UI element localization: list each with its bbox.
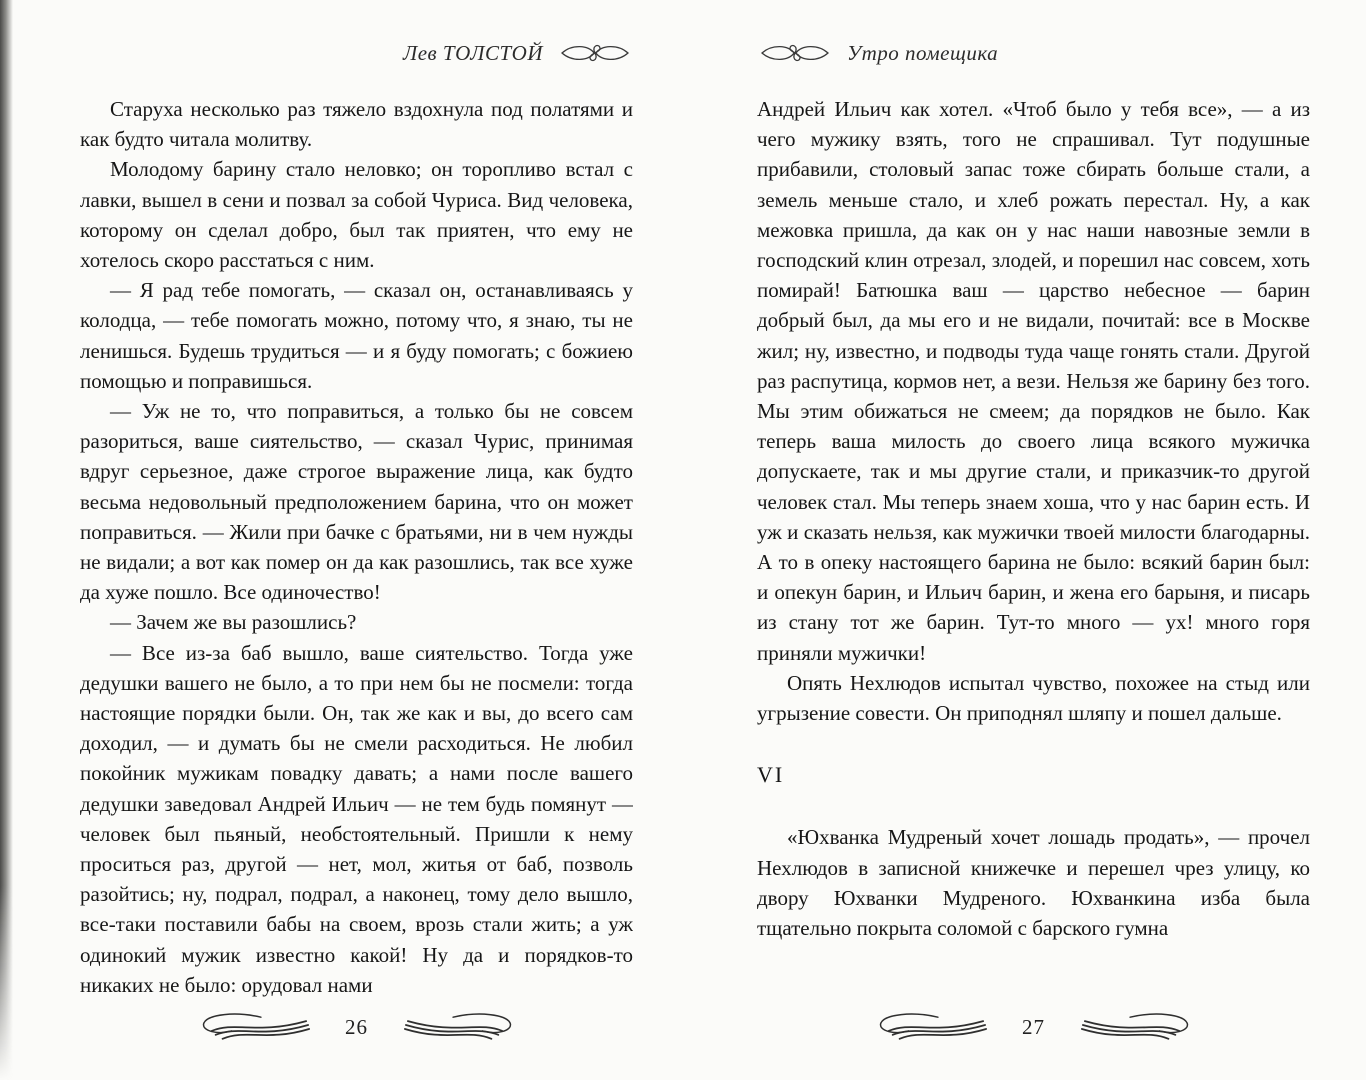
running-header-right xyxy=(757,36,1310,70)
right-page-footer xyxy=(757,1004,1310,1050)
left-page-footer xyxy=(80,1004,633,1050)
paragraph: — Все из-за баб вышло, ваше сиятельство. Тогда уже дедушки вашего не было, а то при нем бы не посмели: тогда настоящие порядки были. Он, так же как и вы, до всего сам доходил, — и думать бы не смели расходиться. Не любил покойник мужикам повадку давать; а нами после вашего дедушки заведовал Андрей Ильич — не тем будь помянут — человек был пьяный, необстоятельный. Пришли к нему проситься раз, другой — нет, мол, житья от баб, позволь разойтись; ну, подрал, подрал, а наконец, тому дело вышло, все-таки поставили бабы на своем, врозь стали жить; а уж одинокий мужик известно какой! Ну да и порядков-то никаких не было: орудовал нами xyxy=(80,640,633,997)
paragraph: — Уж не то, что поправиться, а только бы не совсем разориться, ваше сиятельство, — сказал Чурис, принимая вдруг серьезное, даже строгое выражение лица, как будто весьма недовольный предположением барина, что он может поправиться. — Жили при бачке с братьями, ни в чем нужды не видали; а вот как помер он да как разошлись, так все хуже да хуже пошло. Все одиночество! xyxy=(80,399,633,605)
scanned-page-edge xyxy=(0,0,13,1080)
footer-flourish-left-icon xyxy=(196,1010,314,1044)
header-flourish-icon xyxy=(557,40,633,66)
paragraph: Молодому барину стало неловко; он торопливо встал с лавки, вышел в сени и позвал за собой Чуриса. Вид человека, которому он сделал добро, был так приятен, что ему не хотелось скоро расстаться с ним. xyxy=(80,157,633,273)
paragraph: — Я рад тебе помогать, — сказал он, останавливаясь у колодца, — тебе помогать можно, потому что, я знаю, ты не ленишься. Будешь трудиться — и я буду помогать; с божиею помощью и поправишься. xyxy=(80,278,633,393)
footer-flourish-right-icon xyxy=(1077,1010,1195,1044)
paragraph: Опять Нехлюдов испытал чувство, похожее на стыд или угрызение совести. Он приподнял шляпу и пошел дальше. xyxy=(757,670,1310,726)
running-header-title: Утро помещика xyxy=(847,40,999,65)
right-page-text xyxy=(757,94,1310,1006)
paragraph: — Зачем же вы разошлись? xyxy=(110,610,357,635)
paragraph: «Юхванка Мудреный хочет лошадь продать», — прочел Нехлюдов в записной книжечке и перешел чрез улицу, ко двору Юхванки Мудреного. Юхванкина изба была тщательно покрыта соломой с барского гумна xyxy=(757,825,1310,941)
footer-flourish-right-icon xyxy=(400,1010,518,1044)
running-header-left xyxy=(80,36,633,70)
header-flourish-icon xyxy=(757,40,833,66)
page-number: 27 xyxy=(1022,1014,1045,1039)
left-page-text xyxy=(80,94,633,1006)
chapter-heading: VI xyxy=(757,762,785,788)
footer-flourish-left-icon xyxy=(873,1010,991,1044)
page-number: 26 xyxy=(345,1014,368,1039)
paragraph: Старуха несколько раз тяжело вздохнула под полатями и как будто читала молитву. xyxy=(80,97,633,152)
running-header-author: Лев ТОЛСТОЙ xyxy=(403,40,543,65)
paragraph-continuation: Андрей Ильич как хотел. «Чтоб было у тебя все», — а из чего мужику взять, того не спрашивал. Тут подушные прибавили, столовый запас тоже сбирать больше стали, а земель меньше стало, и хлеб рожать перестал. Ну, а как межовка пришла, да как он у нас наши навозные земли в господский клин отрезал, злодей, и порешил нас совсем, хоть помирай! Батюшка ваш — царство небесное — барин добрый был, да мы его и не видали, почитай: все в Москве жил; ну, известно, и подводы туда чаще гонять стали. Другой раз распутица, кормов нет, а вези. Нельзя же барину без того. Мы этим обижаться не смеем; да порядков не было. Как теперь ваша милость до своего лица всякого мужичка допускаете, так и мы другие стали, и приказчик-то другой человек стал. Мы теперь знаем хоша, что у нас барин есть. И уж и сказать нельзя, как мужички твоей милости благодарны. А то в опеку настоящего барина не было: всякий барин был: и опекун барин, и Ильич барин, и жена его барыня, и писарь из стану тот же барин. Тут-то много — ух! много горя приняли мужички! xyxy=(757,97,1310,665)
